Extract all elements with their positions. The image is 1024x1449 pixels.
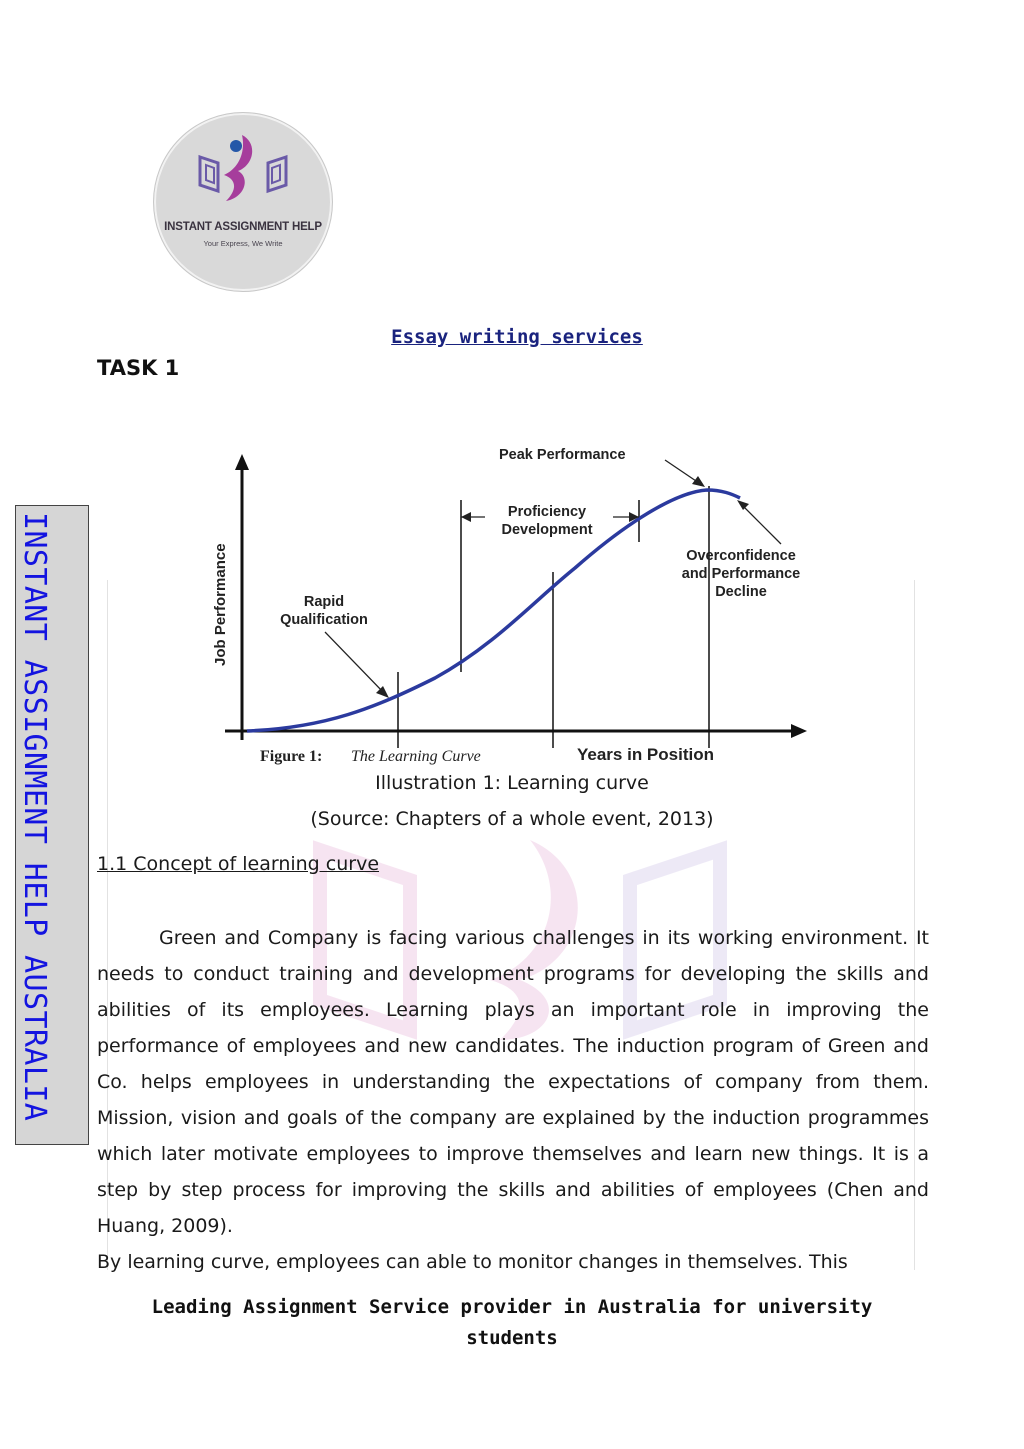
annotation-rapid-line-2: Qualification <box>280 612 368 628</box>
logo-emblem-icon <box>154 113 332 291</box>
logo-tagline: Your Express, We Write <box>203 239 283 248</box>
page-footer <box>0 1292 1024 1354</box>
annotation-overconfidence-line-1: Overconfidence <box>686 548 796 564</box>
peak-arrow-line <box>665 460 699 483</box>
paragraph-1-text: Green and Company is facing various challenges in its working environment. It needs to conduct training and development programs for developing the skills and abilities of its employees. Learning plays an important role in improving the performance of employees and new candidates. The induction program of Green and Co. helps employees in understanding the expectations of company from them. Mission, vision and goals of the company are explained by the induction programmes which later motivate employees to improve themselves and learn new things. It is a step by step process for improving the skills and abilities of employees (Chen and Huang, 2009). <box>97 927 929 1237</box>
illustration-caption: Illustration 1: Learning curve <box>375 772 649 794</box>
figure-title: The Learning Curve <box>351 748 481 765</box>
learning-curve-figure <box>195 440 825 770</box>
annotation-peak: Peak Performance <box>499 447 626 463</box>
annotation-overconfidence-line-2: and Performance <box>681 566 801 582</box>
footer-text: Leading Assignment Service provider in Australia for university students <box>151 1296 873 1349</box>
paragraph-2-text: By learning curve, employees can able to monitor changes in themselves. This <box>97 1251 848 1273</box>
overconfidence-arrow-head <box>737 500 749 510</box>
body-paragraph-2 <box>97 1244 929 1280</box>
x-axis-label: Years in Position <box>577 745 714 764</box>
rapid-arrow-head <box>376 686 389 698</box>
y-axis-label: Job Performance <box>212 543 229 666</box>
peak-arrow-head <box>692 476 705 487</box>
figure-prefix: Figure 1: <box>260 748 323 765</box>
x-axis-arrow <box>791 724 807 738</box>
company-logo <box>153 112 333 292</box>
rapid-arrow-line <box>325 632 383 692</box>
annotation-overconfidence-line-3: Decline <box>715 584 767 600</box>
proficiency-left-arrowhead <box>461 512 471 522</box>
task-title: TASK 1 <box>97 356 180 380</box>
logo-name: INSTANT ASSIGNMENT HELP <box>164 221 322 233</box>
annotation-proficiency-line-2: Development <box>501 522 593 538</box>
learning-curve-line <box>247 490 740 731</box>
side-banner-text: INSTANT ASSIGNMENT HELP AUSTRALIA <box>17 512 52 1122</box>
annotation-proficiency-line-1: Proficiency <box>507 504 587 520</box>
annotation-rapid-line-1: Rapid <box>303 594 345 610</box>
y-axis-arrow <box>235 454 249 470</box>
body-paragraph-1 <box>97 920 929 1244</box>
essay-writing-services-link[interactable]: Essay writing services <box>391 326 643 348</box>
overconfidence-arrow-line <box>741 504 781 544</box>
section-heading: 1.1 Concept of learning curve <box>97 853 380 875</box>
source-caption: (Source: Chapters of a whole event, 2013) <box>310 808 714 830</box>
